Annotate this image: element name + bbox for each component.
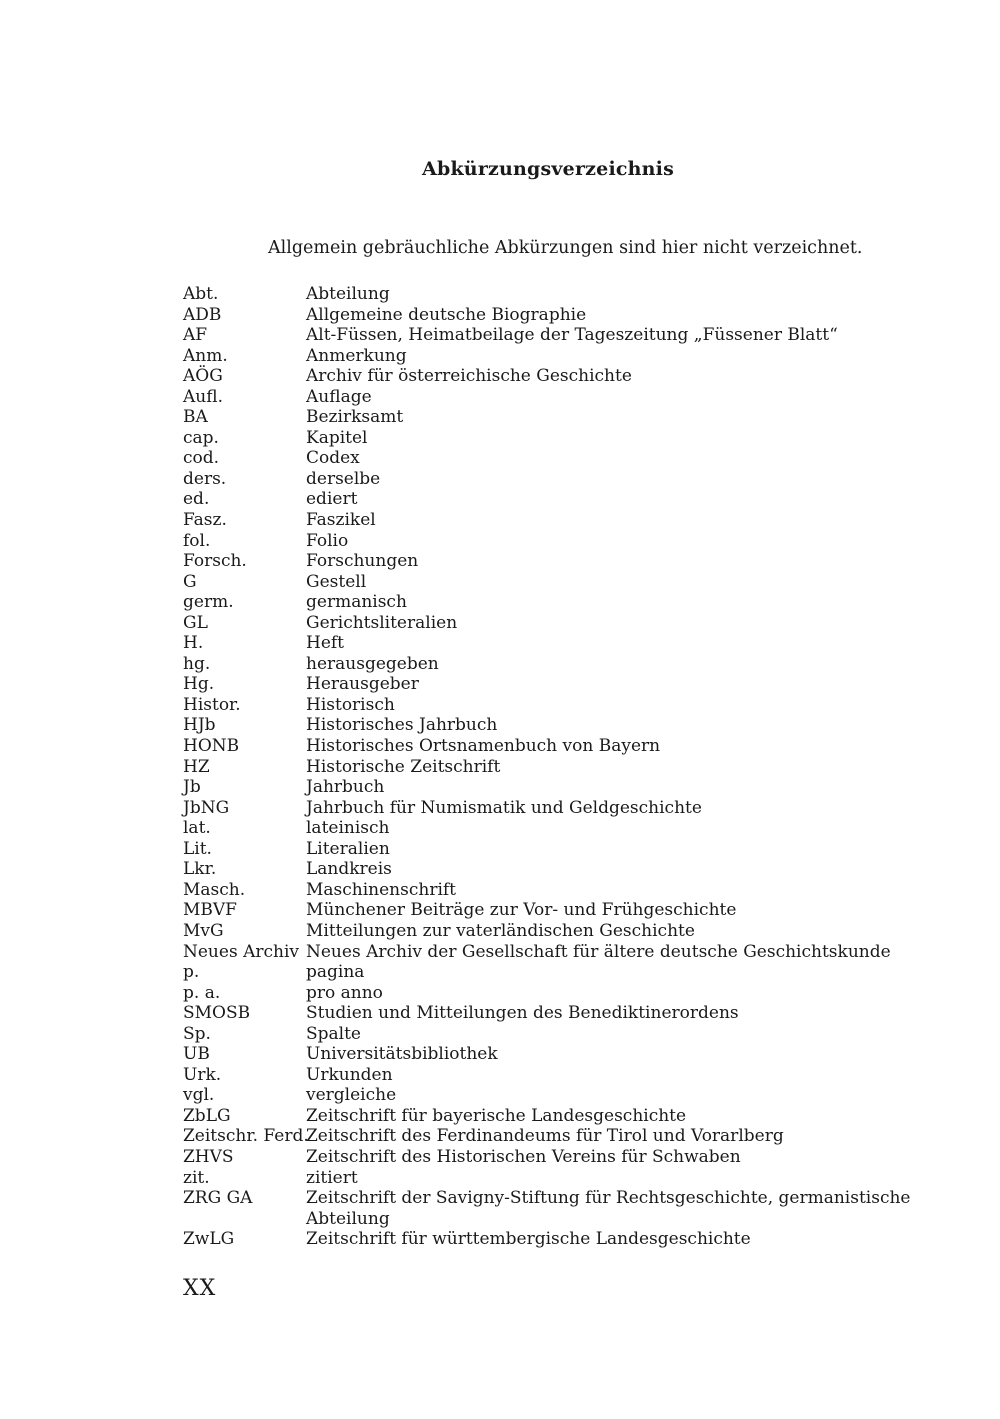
abbreviation-entry <box>183 469 923 490</box>
abbreviation-term: MBVF <box>183 900 237 921</box>
abbreviation-entry <box>183 572 923 593</box>
abbreviation-definition: pro anno <box>306 982 383 1003</box>
abbreviation-entry <box>183 736 923 757</box>
abbreviation-entry <box>183 346 923 367</box>
abbreviation-entry <box>183 818 923 839</box>
abbreviation-entry <box>183 551 923 572</box>
abbreviation-term: Anm. <box>183 345 228 366</box>
abbreviation-entry <box>183 489 923 510</box>
abbreviation-term: HJb <box>183 715 216 736</box>
abbreviation-term: Fasz. <box>183 510 227 531</box>
abbreviation-definition: Literalien <box>306 838 390 859</box>
abbreviation-entry <box>183 366 923 387</box>
abbreviation-term: Lit. <box>183 838 212 859</box>
abbreviation-term: Urk. <box>183 1064 222 1085</box>
abbreviation-definition: Allgemeine deutsche Biographie <box>306 304 587 325</box>
abbreviation-entry <box>183 921 923 942</box>
abbreviation-term: ZwLG <box>183 1229 235 1250</box>
abbreviation-definition: Zeitschrift der Savigny-Stiftung für Rechtsgeschichte, germanistische Abteilung <box>306 1188 911 1229</box>
abbreviation-definition: pagina <box>306 962 365 983</box>
abbreviation-entry <box>183 1065 923 1086</box>
abbreviation-definition: Alt-Füssen, Heimatbeilage der Tageszeitung „Füssener Blatt“ <box>306 325 838 346</box>
abbreviation-term: ZRG GA <box>183 1188 253 1209</box>
abbreviation-term: ADB <box>183 304 222 325</box>
abbreviation-term: JbNG <box>183 797 230 818</box>
abbreviation-definition: Gestell <box>306 571 367 592</box>
abbreviation-entry <box>183 1024 923 1045</box>
abbreviation-term: Zeitschr. Ferd. <box>183 1126 309 1147</box>
abbreviation-definition: Gerichtsliteralien <box>306 612 458 633</box>
abbreviation-definition: Zeitschrift für württembergische Landesgeschichte <box>306 1229 751 1250</box>
abbreviation-definition: Jahrbuch für Numismatik und Geldgeschichte <box>306 797 702 818</box>
abbreviation-list <box>183 284 923 1250</box>
page-subtitle: Allgemein gebräuchliche Abkürzungen sind hier nicht verzeichnet. <box>268 238 863 258</box>
abbreviation-definition: germanisch <box>306 592 407 613</box>
abbreviation-definition: Universitätsbibliothek <box>306 1044 498 1065</box>
abbreviation-definition: Zeitschrift für bayerische Landesgeschichte <box>306 1105 687 1126</box>
abbreviation-entry <box>183 695 923 716</box>
abbreviation-term: ZHVS <box>183 1146 234 1167</box>
abbreviation-entry <box>183 1168 923 1189</box>
abbreviation-definition: Neues Archiv der Gesellschaft für ältere deutsche Geschichtskunde <box>306 941 891 962</box>
abbreviation-definition: Landkreis <box>306 859 392 880</box>
abbreviation-term: p. <box>183 962 200 983</box>
abbreviation-definition: ediert <box>306 489 358 510</box>
abbreviation-term: AÖG <box>183 366 223 387</box>
page-number: XX <box>183 1276 217 1301</box>
abbreviation-definition: Herausgeber <box>306 674 419 695</box>
abbreviation-entry <box>183 613 923 634</box>
abbreviation-definition: zitiert <box>306 1167 358 1188</box>
abbreviation-term: ZbLG <box>183 1105 231 1126</box>
abbreviation-entry <box>183 654 923 675</box>
abbreviation-term: Lkr. <box>183 859 217 880</box>
abbreviation-entry <box>183 1003 923 1024</box>
abbreviation-definition: Jahrbuch <box>306 777 385 798</box>
abbreviation-term: vgl. <box>183 1085 215 1106</box>
abbreviation-definition: Zeitschrift des Ferdinandeums für Tirol und Vorarlberg <box>306 1126 784 1147</box>
abbreviation-term: germ. <box>183 592 234 613</box>
abbreviation-entry <box>183 798 923 819</box>
abbreviation-term: fol. <box>183 530 211 551</box>
abbreviation-definition: Codex <box>306 448 360 469</box>
abbreviation-entry <box>183 942 923 963</box>
abbreviation-entry <box>183 531 923 552</box>
abbreviation-term: GL <box>183 612 208 633</box>
abbreviation-entry <box>183 777 923 798</box>
abbreviation-definition: Forschungen <box>306 551 419 572</box>
abbreviation-definition: Historisches Ortsnamenbuch von Bayern <box>306 736 661 757</box>
abbreviation-definition: Münchener Beiträge zur Vor- und Frühgeschichte <box>306 900 737 921</box>
abbreviation-entry <box>183 428 923 449</box>
abbreviation-term: cod. <box>183 448 220 469</box>
abbreviation-definition: Heft <box>306 633 345 654</box>
abbreviation-term: H. <box>183 633 204 654</box>
abbreviation-entry <box>183 407 923 428</box>
abbreviation-term: BA <box>183 407 208 428</box>
abbreviation-definition: Urkunden <box>306 1064 393 1085</box>
abbreviation-entry <box>183 325 923 346</box>
abbreviation-term: zit. <box>183 1167 210 1188</box>
abbreviation-entry <box>183 1085 923 1106</box>
abbreviation-entry <box>183 839 923 860</box>
abbreviation-definition: Historisches Jahrbuch <box>306 715 498 736</box>
abbreviation-entry <box>183 962 923 983</box>
abbreviation-term: p. a. <box>183 982 221 1003</box>
abbreviation-definition: Faszikel <box>306 510 376 531</box>
abbreviation-term: ders. <box>183 468 227 489</box>
abbreviation-term: Sp. <box>183 1023 211 1044</box>
abbreviation-entry <box>183 284 923 305</box>
abbreviation-term: Neues Archiv <box>183 941 299 962</box>
abbreviation-term: lat. <box>183 818 211 839</box>
abbreviation-definition: Folio <box>306 530 349 551</box>
abbreviation-entry <box>183 674 923 695</box>
abbreviation-term: AF <box>183 325 208 346</box>
page-title: Abkürzungsverzeichnis <box>422 158 674 180</box>
abbreviation-entry <box>183 387 923 408</box>
abbreviation-entry <box>183 1044 923 1065</box>
abbreviation-term: Abt. <box>183 284 219 304</box>
abbreviation-definition: vergleiche <box>306 1085 397 1106</box>
abbreviation-entry <box>183 1229 923 1250</box>
abbreviation-entry <box>183 880 923 901</box>
abbreviation-definition: lateinisch <box>306 818 390 839</box>
abbreviation-definition: Historische Zeitschrift <box>306 756 501 777</box>
abbreviation-term: Forsch. <box>183 551 247 572</box>
abbreviation-definition: Bezirksamt <box>306 407 404 428</box>
abbreviation-term: MvG <box>183 920 224 941</box>
abbreviation-definition: Abteilung <box>306 284 390 304</box>
abbreviation-entry <box>183 448 923 469</box>
abbreviation-definition: Archiv für österreichische Geschichte <box>306 366 632 387</box>
abbreviation-term: HZ <box>183 756 210 777</box>
abbreviation-definition: herausgegeben <box>306 653 439 674</box>
abbreviation-definition: Studien und Mitteilungen des Benediktinerordens <box>306 1003 739 1024</box>
abbreviation-term: Hg. <box>183 674 215 695</box>
abbreviation-definition: Anmerkung <box>306 345 407 366</box>
abbreviation-definition: Auflage <box>306 386 372 407</box>
abbreviation-term: Masch. <box>183 879 246 900</box>
abbreviation-entry <box>183 1147 923 1168</box>
abbreviation-entry <box>183 305 923 326</box>
abbreviation-term: Histor. <box>183 694 241 715</box>
abbreviation-entry <box>183 1106 923 1127</box>
abbreviation-entry <box>183 900 923 921</box>
abbreviation-definition: Zeitschrift des Historischen Vereins für Schwaben <box>306 1146 741 1167</box>
abbreviation-term: UB <box>183 1044 210 1065</box>
abbreviation-entry <box>183 757 923 778</box>
abbreviation-definition: Kapitel <box>306 427 368 448</box>
abbreviation-definition: Spalte <box>306 1023 361 1044</box>
abbreviation-entry <box>183 633 923 654</box>
abbreviation-term: G <box>183 571 197 592</box>
abbreviation-entry <box>183 715 923 736</box>
abbreviation-definition: Historisch <box>306 694 395 715</box>
abbreviation-term: Jb <box>183 777 201 798</box>
abbreviation-entry <box>183 1126 923 1147</box>
abbreviation-definition: Mitteilungen zur vaterländischen Geschichte <box>306 920 695 941</box>
abbreviation-term: Aufl. <box>183 386 223 407</box>
abbreviation-entry <box>183 1188 923 1229</box>
abbreviation-term: cap. <box>183 427 219 448</box>
abbreviation-definition: Maschinenschrift <box>306 879 457 900</box>
abbreviation-entry <box>183 510 923 531</box>
abbreviation-term: SMOSB <box>183 1003 251 1024</box>
abbreviation-entry <box>183 859 923 880</box>
abbreviation-entry <box>183 983 923 1004</box>
abbreviation-term: ed. <box>183 489 210 510</box>
abbreviation-term: hg. <box>183 653 211 674</box>
abbreviation-entry <box>183 592 923 613</box>
abbreviation-term: HONB <box>183 736 240 757</box>
abbreviation-definition: derselbe <box>306 468 381 489</box>
